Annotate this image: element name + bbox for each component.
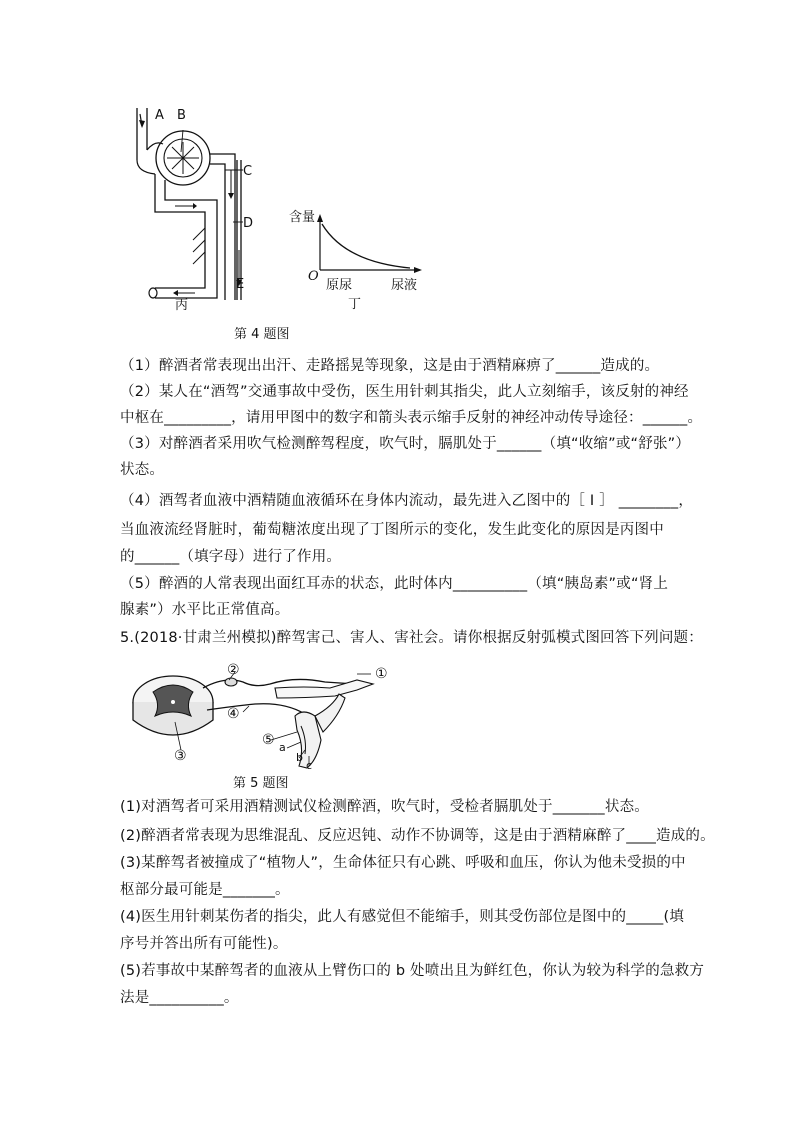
q4-line-9: （5）醉酒的人常表现出面红耳赤的状态，此时体内__________（填“胰岛素”或“肾上 <box>120 576 669 592</box>
q5-line-1: (1)对酒驾者可采用酒精测试仪检测醉酒，吹气时，受检者膈肌处于_______状态。 <box>120 799 649 815</box>
q5-line-7: (5)若事故中某醉驾者的血液从上臂伤口的 b 处喷出且为鲜红色，你认为较为科学的急救方 <box>120 963 705 979</box>
graph-origin: O <box>308 269 319 284</box>
q5-line-6: 序号并答出所有可能性)。 <box>120 936 288 952</box>
q4-line-10: 腺素”）水平比正常值高。 <box>120 602 290 618</box>
reflex-arc-diagram <box>125 658 400 770</box>
label-E: E <box>236 277 245 292</box>
label-c: c <box>306 759 313 772</box>
q4-line-3: 中枢在_________，请用甲图中的数字和箭头表示缩手反射的神经冲动传导途径：______。 <box>120 410 703 426</box>
q5-line-4: 枢部分最可能是_______。 <box>120 882 290 898</box>
label-C: C <box>243 164 253 179</box>
q4-line-2: （2）某人在“酒驾”交通事故中受伤，医生用针刺其指尖，此人立刻缩手，该反射的神经 <box>120 384 689 400</box>
q4-line-4: （3）对醉酒者采用吹气检测醉驾程度，吹气时，膈肌处于______（填“收缩”或“舒张”） <box>120 436 691 452</box>
kidney-caption: 丙 <box>175 298 189 313</box>
q5-line-8: 法是__________。 <box>120 990 239 1006</box>
label-2: ② <box>227 662 240 678</box>
label-D: D <box>243 216 254 231</box>
q5-line-2: (2)醉酒者常表现为思维混乱、反应迟钝、动作不协调等，这是由于酒精麻醉了____造成的。 <box>120 828 715 844</box>
label-3: ③ <box>174 748 187 764</box>
q4-line-5: 状态。 <box>120 462 165 478</box>
label-4: ④ <box>227 706 240 722</box>
graph-xtick-urine: 尿液 <box>391 278 418 293</box>
label-a: a <box>279 741 286 754</box>
q4-line-7: 当血液流经肾脏时，葡萄糖浓度出现了丁图所示的变化，发生此变化的原因是丙图中 <box>120 522 664 538</box>
figure4-caption: 第 4 题图 <box>234 327 290 342</box>
q4-line-6: （4）酒驾者血液中酒精随血液循环在身体内流动，最先进入乙图中的［ Ⅰ ］ ________， <box>120 493 694 509</box>
q4-line-1: （1）醉酒者常表现出出汗、走路摇晃等现象，这是由于酒精麻痹了______造成的。 <box>120 358 660 374</box>
figure5-caption: 第 5 题图 <box>233 776 289 791</box>
q5-intro: 5.(2018·甘肃兰州模拟)醉驾害己、害人、害社会。请你根据反射弧模式图回答下列问题： <box>120 630 703 646</box>
graph-xtick-primary-urine: 原尿 <box>326 278 353 293</box>
graph-ylabel: 含量 <box>289 210 316 225</box>
label-B: B <box>177 108 186 123</box>
label-1: ① <box>375 666 388 682</box>
label-b: b <box>296 751 303 764</box>
label-5: ⑤ <box>262 732 275 748</box>
q4-line-8: 的______（填字母）进行了作用。 <box>120 549 342 565</box>
q5-line-5: (4)医生用针刺某伤者的指尖，此人有感觉但不能缩手，则其受伤部位是图中的_____(填 <box>120 909 685 925</box>
q5-line-3: (3)某醉驾者被撞成了“植物人”，生命体征只有心跳、呼吸和血压，你认为他未受损的中 <box>120 855 686 871</box>
graph-caption: 丁 <box>348 297 362 312</box>
label-A: A <box>155 108 164 123</box>
